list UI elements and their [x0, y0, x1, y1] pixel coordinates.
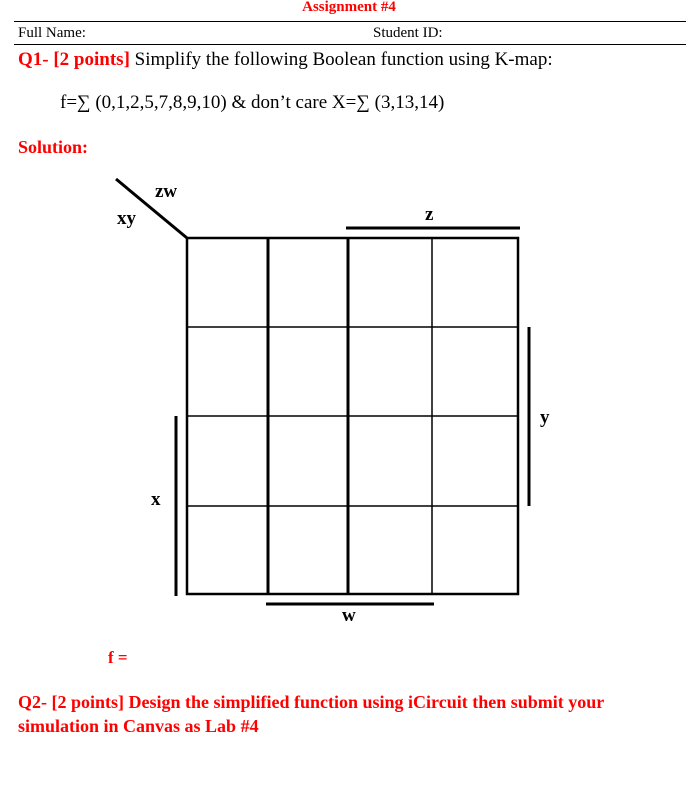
full-name-label: Full Name: — [18, 25, 86, 41]
kmap-corner-row-label: xy — [117, 208, 136, 229]
answer-label: f = — [108, 648, 128, 667]
q2-text: Q2- [2 points] Design the simplified function using iCircuit then submit your simulation in Canvas as Lab #4 — [18, 692, 604, 736]
kmap-label-z: z — [425, 204, 434, 225]
q1-text: Simplify the following Boolean function using K-map: — [134, 49, 553, 70]
assignment-title: Assignment #4 — [302, 0, 396, 15]
solution-label: Solution: — [18, 137, 89, 157]
kmap-label-w: w — [342, 605, 356, 626]
kmap-label-x: x — [151, 489, 161, 510]
q1-formula: f=∑ (0,1,2,5,7,8,9,10) & don’t care X=∑ (3,13,14) — [60, 92, 445, 113]
kmap-label-y: y — [540, 407, 550, 428]
kmap-corner-col-label: zw — [155, 181, 178, 202]
q1-points: [2 points] — [53, 49, 130, 70]
student-id-label: Student ID: — [373, 25, 443, 41]
q1-number: Q1- — [18, 49, 49, 70]
